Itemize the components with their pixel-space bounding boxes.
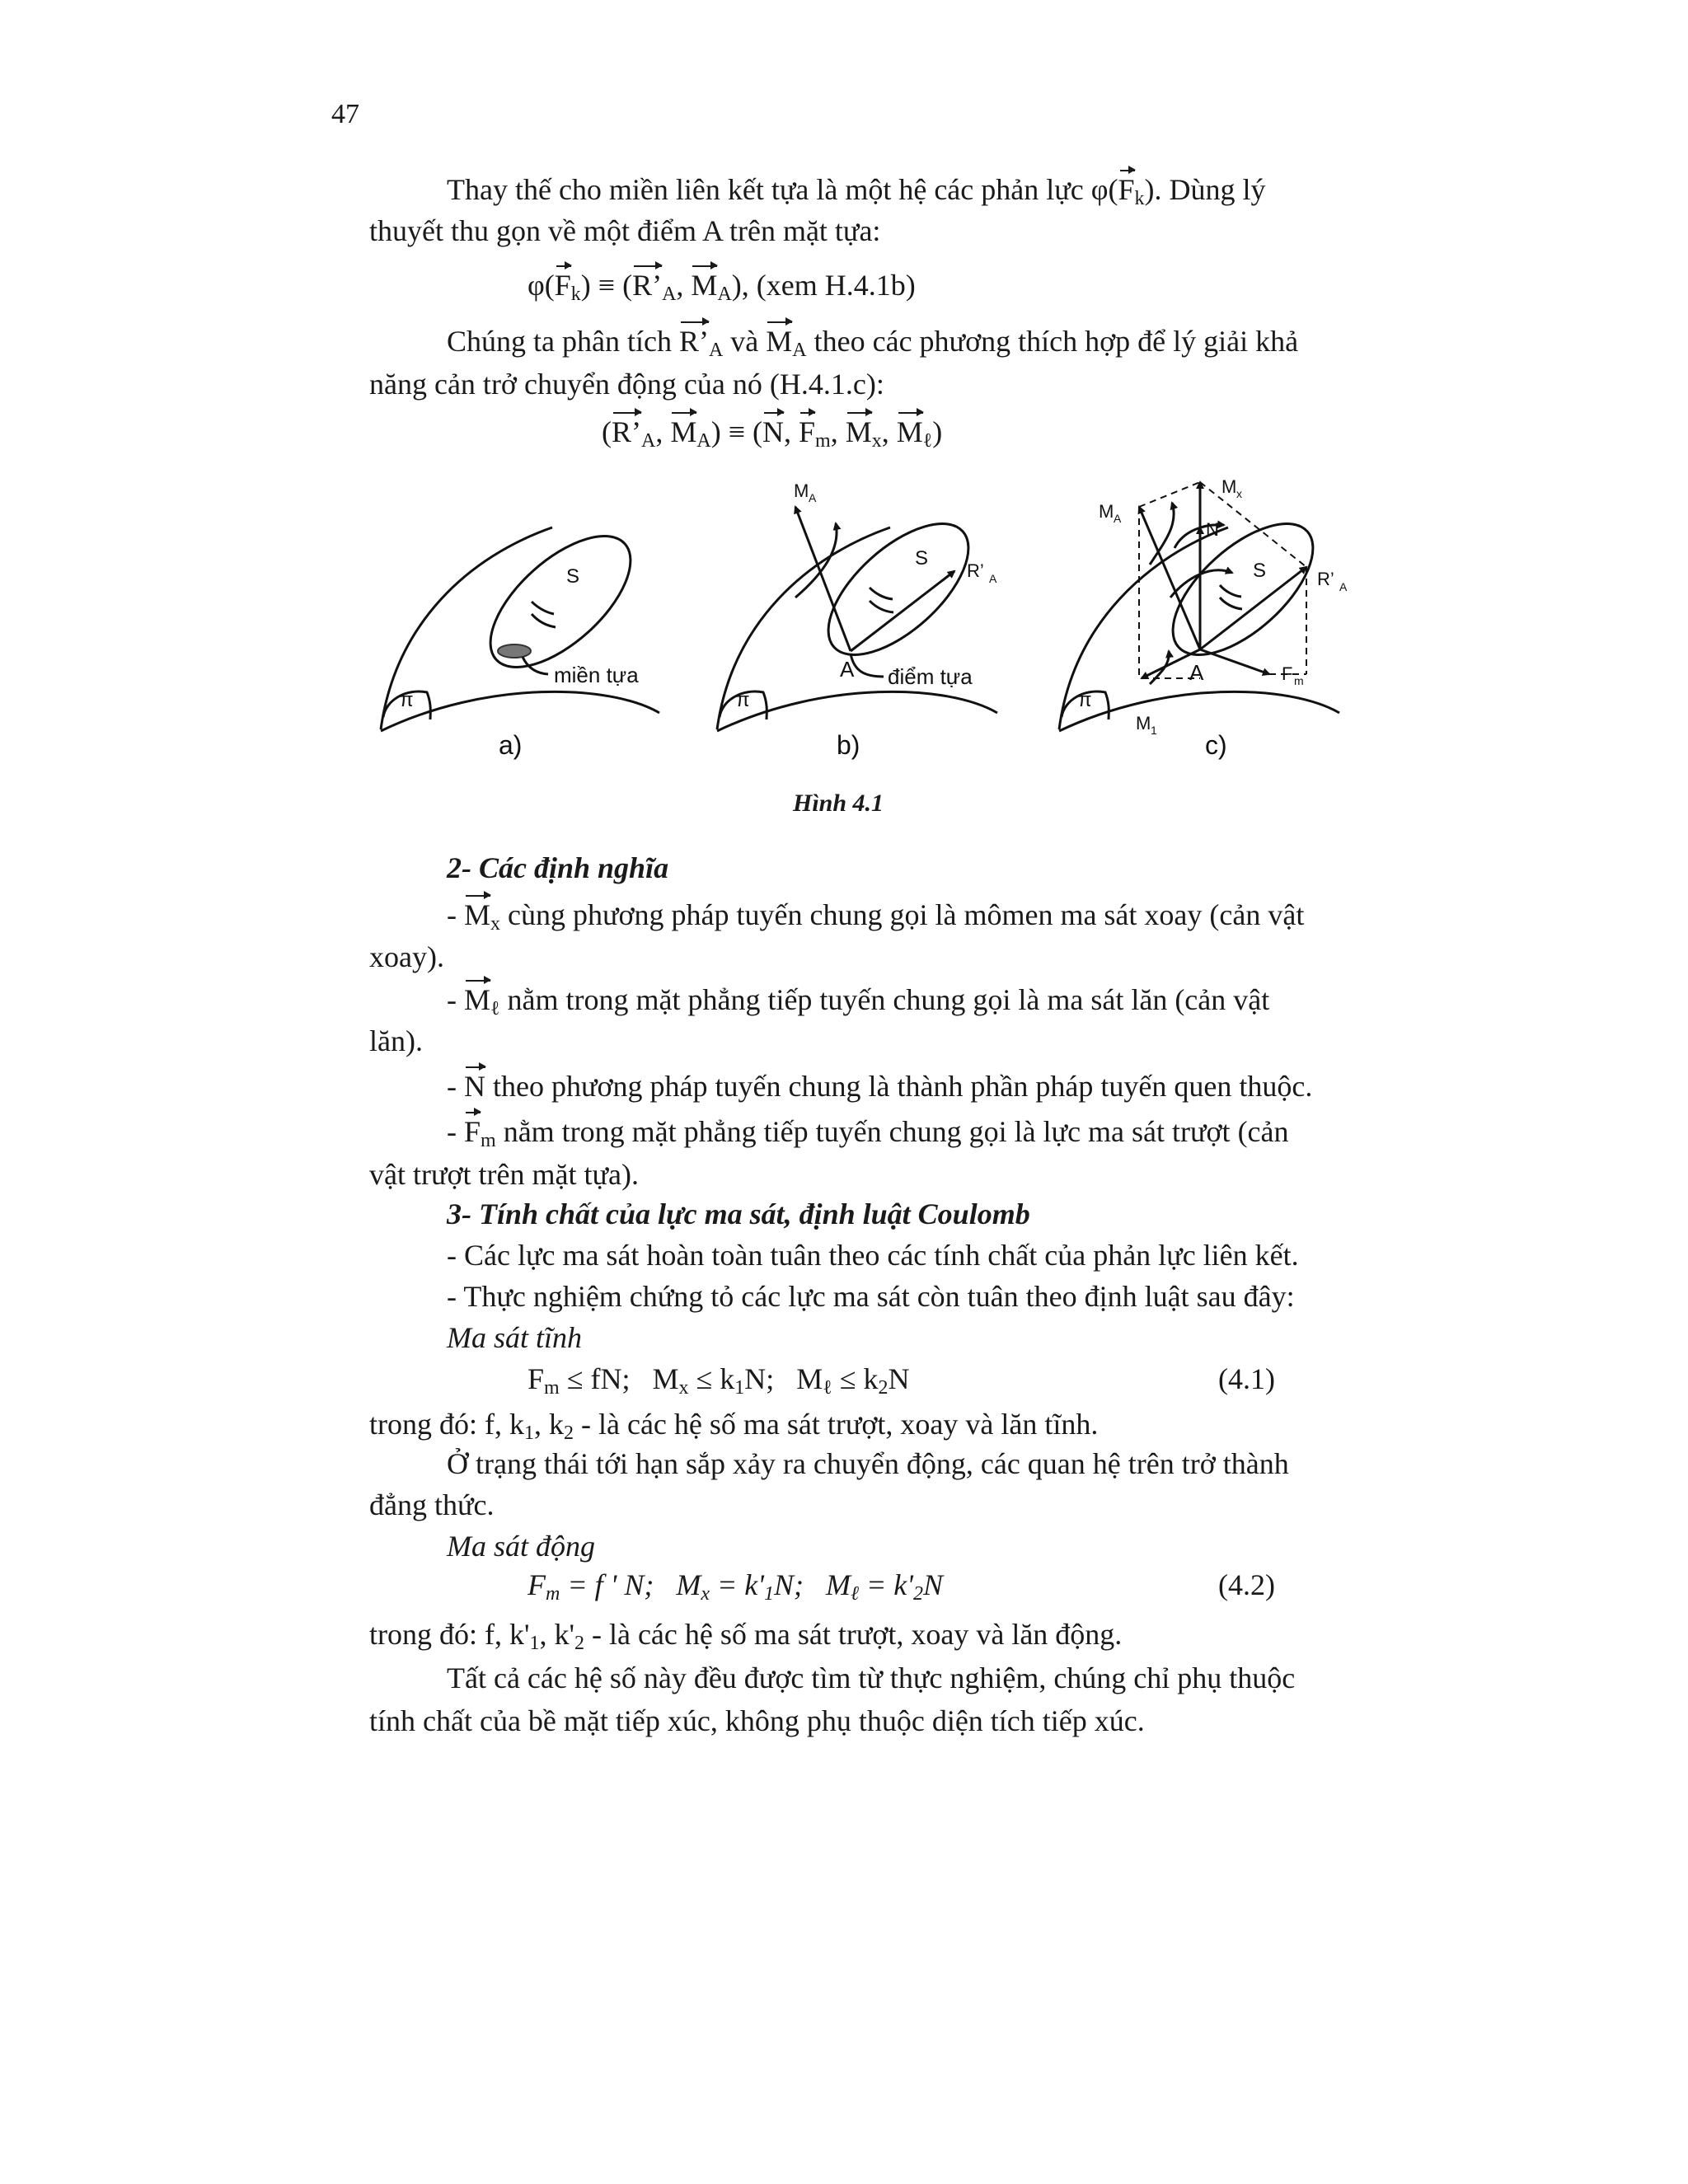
panel-label-b: b) (837, 730, 860, 760)
definition-ml: - $M_\ell$ nằm trong mặt phẳng tiếp tuyến chung gọi là ma sát lăn (cản vật (447, 983, 1270, 1019)
label-a-c: A (1189, 660, 1204, 685)
definition-n: - N theo phương pháp tuyến chung là thành phần pháp tuyến quen thuộc. (447, 1070, 1313, 1103)
intro-line-4: năng cản trở chuyển động của nó (H.4.1.c): (369, 368, 884, 401)
section-2-heading: 2- Các định nghĩa (447, 851, 669, 884)
equation-reduction: $\varphi(F_k)$ ≡ ($R’_A$, $M_A$), (xem H.4.1b) (528, 269, 916, 305)
label-ma-b-sub: A (809, 491, 817, 504)
label-s-a: S (566, 565, 580, 588)
label-n: N (1206, 519, 1219, 540)
label-ma-c-sub: A (1114, 512, 1122, 525)
label-m1: M (1136, 713, 1151, 733)
definition-fm-cont: vật trượt trên mặt tựa). (369, 1158, 639, 1191)
label-s-c: S (1253, 560, 1267, 582)
equation-4-1: $F_m$ ≤ fN; $M_x \le k_1N$; $M_\ell \le k_2N$ (528, 1362, 910, 1399)
intro-line-3b: và (730, 325, 759, 358)
section-3-heading: 3- Tính chất của lực ma sát, định luật Coulomb (447, 1197, 1030, 1230)
definition-mx-text: cùng phương pháp tuyến chung gọi là mômen ma sát xoay (cản vật (508, 898, 1305, 931)
label-diem-tua: điểm tựa (888, 664, 973, 689)
definition-fm-text: nằm trong mặt phẳng tiếp tuyến chung gọi là lực ma sát trượt (cản (503, 1115, 1289, 1148)
panel-label-c: c) (1205, 730, 1227, 760)
dynamic-note-text: - là các hệ số ma sát trượt, xoay và lăn động. (591, 1618, 1123, 1651)
label-mx: M (1221, 476, 1237, 497)
dynamic-friction-title: Ma sát động (447, 1530, 595, 1563)
label-ra-b: R’ (967, 560, 984, 581)
static-note-text: là các hệ số ma sát trượt, xoay và lăn tĩnh. (598, 1408, 1099, 1441)
panel-label-a: a) (499, 730, 523, 760)
intro-line-3c: theo các phương thích hợp để lý giải khả (814, 325, 1299, 358)
section-3-paragraph-2: - Thực nghiệm chứng tỏ các lực ma sát còn tuân theo định luật sau đây: (447, 1280, 1295, 1313)
definition-mx: - $M_x$ cùng phương pháp tuyến chung gọi là mômen ma sát xoay (cản vật (447, 898, 1305, 935)
static-note: trong đó: f, $k_1$, $k_2$ - là các hệ số ma sát trượt, xoay và lăn tĩnh. (369, 1408, 1099, 1444)
definition-n-text: theo phương pháp tuyến chung là thành phần pháp tuyến quen thuộc. (493, 1070, 1313, 1103)
intro-line-3a: Chúng ta phân tích (447, 325, 672, 358)
panel-a-diagram (381, 513, 659, 731)
label-mien-tua: miền tựa (554, 663, 639, 687)
label-ma-c: M (1099, 501, 1114, 522)
label-pi-a: π (400, 689, 414, 711)
label-ra-b-sub: A (989, 572, 997, 585)
intro-line-3: Chúng ta phân tích $R’_A$ và $M_A$ theo các phương thích hợp để lý giải khả (447, 325, 1299, 361)
label-ra-c: R’ (1317, 569, 1334, 589)
static-friction-title: Ma sát tĩnh (447, 1321, 583, 1354)
figure-caption: Hình 4.1 (793, 790, 884, 817)
label-fm: F (1282, 663, 1293, 684)
intro-line-1-text: Thay thế cho miền liên kết tựa là một hệ các phản lực (447, 173, 1084, 206)
final-paragraph-line-1: Tất cả các hệ số này đều được tìm từ thực nghiệm, chúng chỉ phụ thuộc (447, 1661, 1296, 1694)
equation-4-1-number: (4.1) (1218, 1362, 1275, 1395)
label-pi-b: π (736, 689, 750, 711)
phi-fk-expression: $\varphi(F_k$ (1090, 173, 1145, 209)
page-number: 47 (331, 99, 359, 129)
definition-fm: - $F_m$ nằm trong mặt phẳng tiếp tuyến chung gọi là lực ma sát trượt (cản (447, 1115, 1289, 1151)
equation-4-2: $F_m = f$ ' N; $M_x = k'_1N$; $M_\ell = k'_2N$ (528, 1568, 943, 1605)
section-3-paragraph-1: - Các lực ma sát hoàn toàn tuân theo các tính chất của phản lực liên kết. (447, 1239, 1299, 1272)
figure-4-1 (363, 466, 1352, 779)
label-fm-sub: m (1294, 674, 1304, 687)
label-m1-sub: 1 (1151, 724, 1157, 737)
equation-decomposition: ($R’_A$, $M_A) \equiv (N$, $F_m$, $M_x$, $M_\ell$) (602, 415, 943, 452)
limit-state-line-2: đẳng thức. (369, 1488, 495, 1521)
limit-state-line-1: Ở trạng thái tới hạn sắp xảy ra chuyển động, các quan hệ trên trở thành (447, 1447, 1289, 1480)
label-a-b: A (840, 657, 855, 682)
panel-b-diagram (717, 501, 997, 731)
definition-ml-cont: lăn). (369, 1024, 423, 1057)
intro-line-1-tail: ). Dùng lý (1144, 173, 1266, 206)
dynamic-note: trong đó: f, $k'_1$, $k'_2$ - là các hệ số ma sát trượt, xoay và lăn động. (369, 1618, 1123, 1654)
final-paragraph-line-2: tính chất của bề mặt tiếp xúc, không phụ thuộc diện tích tiếp xúc. (369, 1704, 1145, 1737)
label-ra-c-sub: A (1339, 580, 1348, 593)
intro-line-2: thuyết thu gọn về một điểm A trên mặt tựa: (369, 214, 881, 247)
definition-mx-cont: xoay). (369, 940, 444, 973)
definition-ml-text: nằm trong mặt phẳng tiếp tuyến chung gọi là ma sát lăn (cản vật (507, 983, 1270, 1016)
equation-reduction-tail: ), (xem H.4.1b) (731, 269, 916, 302)
label-s-b: S (915, 547, 929, 569)
label-pi-c: π (1078, 689, 1092, 711)
label-mx-sub: x (1236, 487, 1242, 500)
equation-4-2-number: (4.2) (1218, 1568, 1275, 1601)
intro-line-1 (447, 173, 1266, 209)
label-ma-b: M (794, 480, 809, 501)
